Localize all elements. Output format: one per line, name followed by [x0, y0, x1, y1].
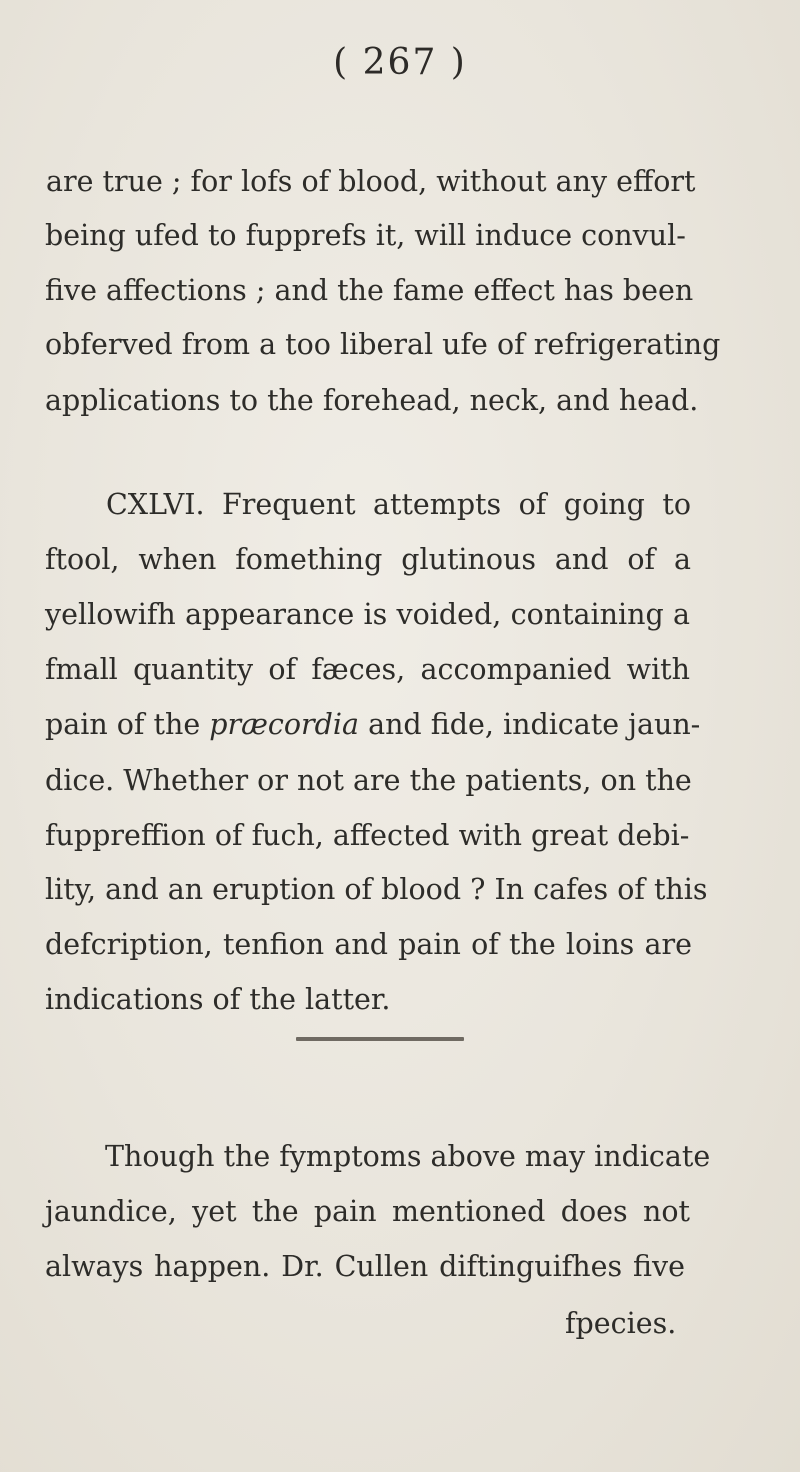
text-line: dice. Whether or not are the patients, on the — [45, 764, 692, 797]
text-line: fmall quantity of fæces, accompanied with — [45, 653, 690, 686]
page-number: ( 267 ) — [333, 42, 467, 83]
text-line: fuppreffion of fuch, affected with great debi- — [45, 819, 690, 852]
text-line: yellowifh appearance is voided, containing a — [45, 598, 690, 631]
catchword: fpecies. — [565, 1307, 677, 1340]
text-line: ftool, when fomething glutinous and of a — [45, 543, 691, 576]
text-line: indications of the latter. — [45, 983, 391, 1016]
text-line: jaundice, yet the pain mentioned does not — [45, 1195, 690, 1228]
text-line: being ufed to fupprefs it, will induce convul- — [45, 219, 686, 252]
text-line: lity, and an eruption of blood ? In cafes of this — [45, 873, 708, 906]
text-line: always happen. Dr. Cullen diftinguifhes five — [45, 1250, 685, 1283]
text-line: five affections ; and the fame effect has been — [45, 274, 694, 307]
text-line: are true ; for lofs of blood, without any effort — [46, 165, 696, 198]
text-line: Though the fymptoms above may indicate — [105, 1140, 711, 1173]
text-line: pain of the præcordia and fide, indicate jaun- — [45, 708, 701, 741]
text-line: obferved from a too liberal ufe of refrigerating — [45, 328, 721, 361]
text-line: CXLVI. Frequent attempts of going to — [106, 488, 691, 521]
text-line: applications to the forehead, neck, and head. — [45, 384, 699, 417]
text-line: defcription, tenfion and pain of the loins are — [45, 928, 692, 961]
italic-term: præcordia — [209, 708, 360, 741]
section-divider — [296, 1037, 464, 1041]
